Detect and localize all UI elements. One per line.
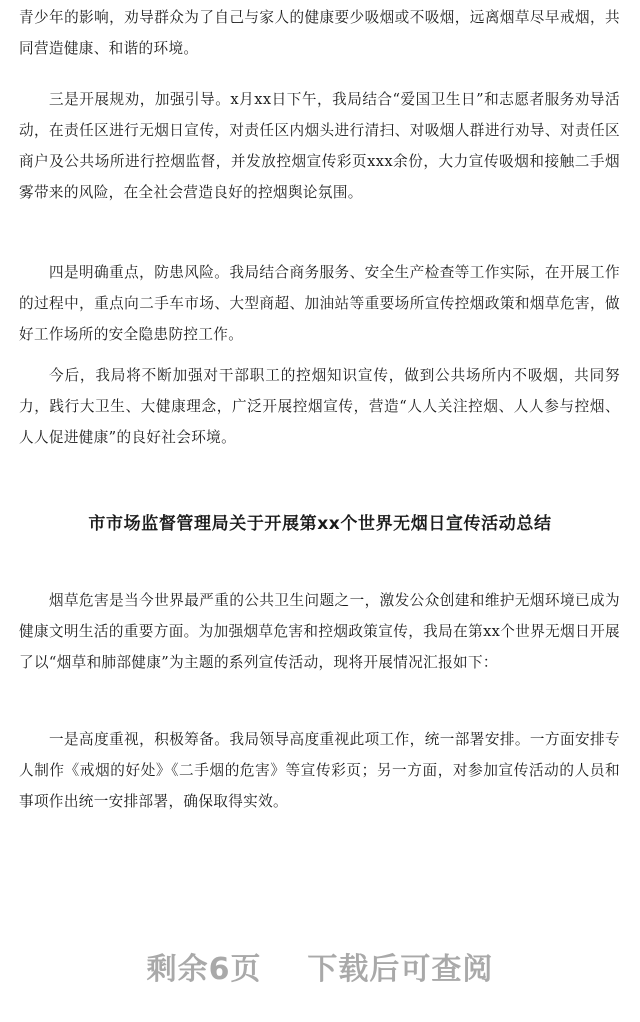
remaining-pages-label: 剩余6页	[146, 952, 262, 987]
paragraph-future-plans: 今后，我局将不断加强对干部职工的控烟知识宣传，做到公共场所内不吸烟，共同努力，践行大卫生、大健康理念，广泛开展控烟宣传，营造“人人关注控烟、人人参与控烟、人人促进健康”的良好社会环境。	[19, 367, 620, 446]
paragraph-intro-continuation: 青少年的影响，劝导群众为了自己与家人的健康要少吸烟或不吸烟，远离烟草尽早戒烟，共同营造健康、和谐的环境。	[19, 9, 620, 57]
paragraph-point-four: 四是明确重点，防患风险。我局结合商务服务、安全生产检查等工作实际，在开展工作的过程中，重点向二手车市场、大型商超、加油站等重要场所宣传控烟政策和烟草危害，做好工作场所的安全隐患防控工作。	[19, 264, 620, 343]
footer-separator	[262, 952, 308, 987]
section-title: 市市场监督管理局关于开展第xx个世界无烟日宣传活动总结	[88, 514, 552, 534]
download-prompt-button[interactable]	[0, 944, 640, 988]
download-to-view-label: 下载后可查阅	[307, 952, 494, 987]
paragraph-summary-intro: 烟草危害是当今世界最严重的公共卫生问题之一，激发公众创建和维护无烟环境已成为健康文明生活的重要方面。为加强烟草危害和控烟政策宣传，我局在第xx个世界无烟日开展了以“烟草和肺部健康”为主题的系列宣传活动，现将开展情况汇报如下：	[19, 592, 620, 671]
paragraph-point-three: 三是开展规劝，加强引导。x月xx日下午，我局结合“爱国卫生日”和志愿者服务劝导活动，在责任区进行无烟日宣传，对责任区内烟头进行清扫、对吸烟人群进行劝导、对责任区商户及公共场所进行控烟监督，并发放控烟宣传彩页xxx余份，大力宣传吸烟和接触二手烟雾带来的风险，在全社会营造良好的控烟舆论氛围。	[19, 91, 620, 201]
paragraph-point-one: 一是高度重视，积极筹备。我局领导高度重视此项工作，统一部署安排。一方面安排专人制作《戒烟的好处》《二手烟的危害》等宣传彩页；另一方面，对参加宣传活动的人员和事项作出统一安排部署，确保取得实效。	[19, 731, 620, 810]
